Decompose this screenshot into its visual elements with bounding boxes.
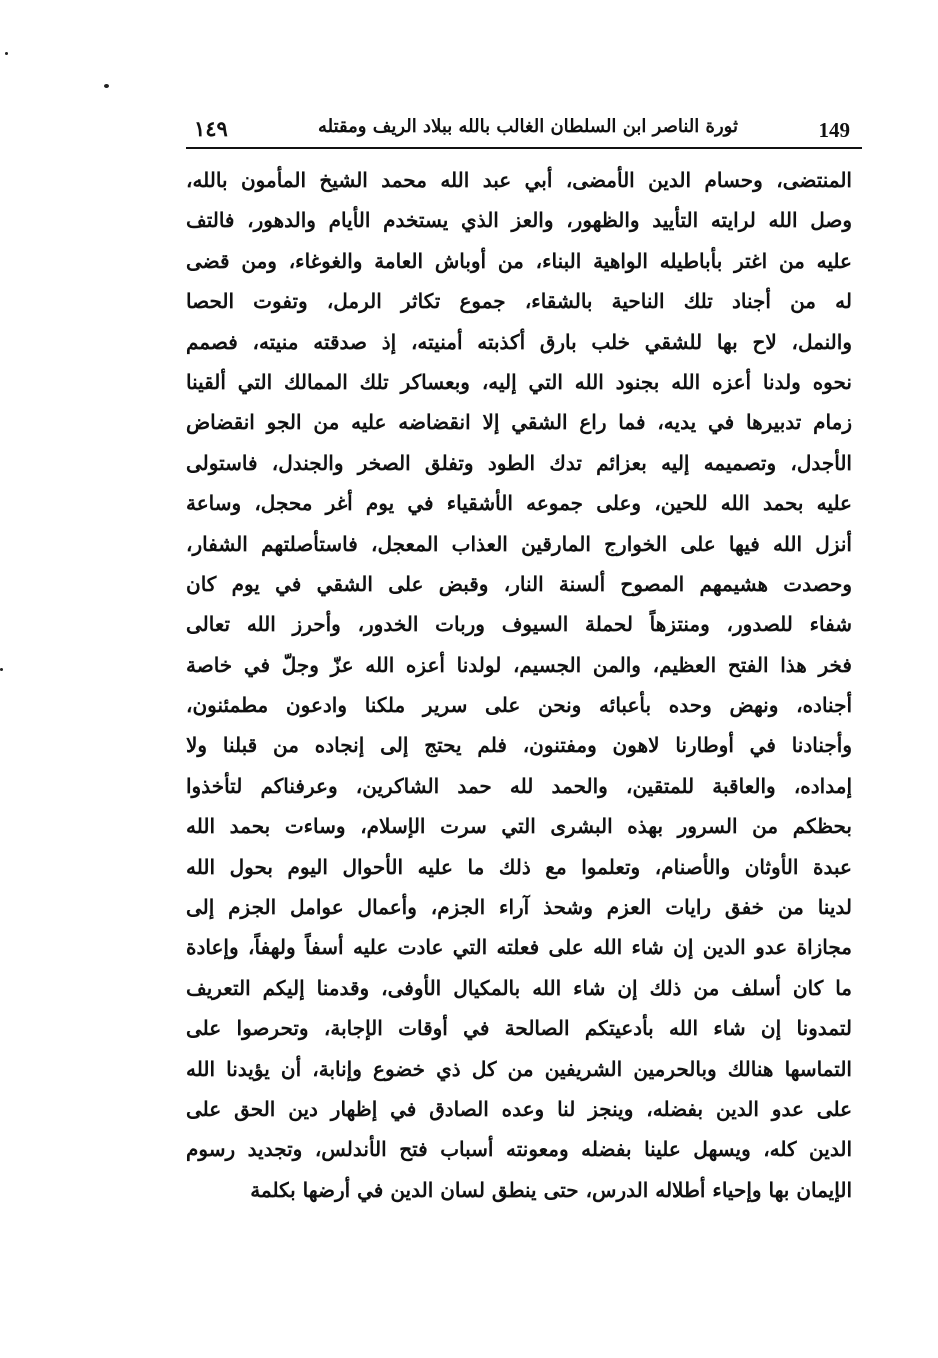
text-line: مجازاة عدو الدين إن شاء الله على فعلته التي عادت عليه أسفاً ولهفاً، وإعادة: [186, 935, 852, 960]
text-line: وأجنادنا في أوطارنا لاهون ومفتنون، فلم يحتج إلى إنجاده من قبلنا ولا: [186, 733, 852, 758]
scan-speck: [5, 52, 8, 55]
body-text: [186, 160, 852, 1210]
scan-speck: [104, 84, 109, 88]
header-rule: [186, 147, 862, 149]
page-number-western: 149: [818, 118, 850, 142]
text-line: الدين كله، ويسهل علينا بفضله ومعونته أسباب فتح الأندلس، وتجديد رسوم: [186, 1137, 852, 1162]
text-line: أنزل الله فيها على الخوارج المارقين العذاب المعجل، فاستأصلتهم الشفار،: [186, 531, 852, 556]
text-line: وحصدت هشيمهم المصوح ألسنة النار، وقبض على الشقي في يوم كان: [186, 571, 852, 596]
text-line: والنمل، لاح بها للشقي خلب بارق أكذبته أمنيته، إذ صدقته منيته، فصمم: [186, 329, 852, 354]
text-line: زمام تدبيرها في يديه، فما راع الشقي إلا انقضاضه عليه من الجو انقضاض: [186, 410, 852, 435]
page-header: [186, 110, 862, 146]
text-line: عليه من اغتر بأباطيله الواهية البناء، من أوباش العامة والغوغاء، ومن قضى: [186, 248, 852, 273]
text-line: نحوه ولدنا أعزه الله بجنود الله التي إليه، وبعساكر تلك الممالك التي ألقينا: [186, 369, 852, 394]
text-line: لدينا من خفق رايات العزم وشحذ آراء الجزم، وأعمال عوامل الجزم إلى: [186, 895, 852, 920]
text-line: عبدة الأوثان والأصنام، وتعلموا مع ذلك ما عليه الأحوال اليوم بحول الله: [186, 854, 852, 879]
text-line: وصل الله لرايته التأييد والظهور، والعز الذي يستخدم الأيام والدهور، فالتف: [186, 208, 852, 233]
text-line: لتمدونا إن شاء الله بأدعيتكم الصالحة في أوقات الإجابة، وتحرصوا على: [186, 1016, 852, 1041]
text-line: ما كان أسلف من ذلك إن شاء الله بالمكيال الأوفى، وقدمنا إليكم التعريف: [186, 975, 852, 1000]
text-line: بحظكم من السرور بهذه البشرى التي سرت الإسلام، وساءت بحمد الله: [186, 814, 852, 839]
text-line: على عدو الدين بفضله، وينجز لنا وعده الصادق في إظهار دين الحق على: [186, 1096, 852, 1121]
text-line: عليه بحمد الله للحين، وعلى جموعه الأشقياء في يوم أغر محجل، وساعة: [186, 491, 852, 516]
text-line: التماسها هنالك وبالحرمين الشريفين من كل ذي خضوع وإنابة، أن يؤيدنا الله: [186, 1056, 852, 1081]
scan-speck: [0, 668, 3, 671]
text-line: المنتضى، وحسام الدين الأمضى، أبي عبد الله محمد الشيخ المأمون بالله،: [186, 168, 852, 192]
text-line: له من أجناد تلك الناحية بالشقاء، جموع تكاثر الرمل، وتفوت الحصا: [186, 289, 852, 314]
text-line: الإيمان بها وإحياء أطلاله الدرس، حتى ينطق لسان الدين في أرضها بكلمة: [250, 1177, 852, 1202]
text-line: أجناده، ونهض وحده بأعبائه ونحن على سرير ملكنا وادعون مطمئنون،: [186, 693, 852, 718]
running-title: ثورة الناصر ابن السلطان الغالب بالله ببلاد الريف ومقتله: [317, 116, 738, 137]
text-line: شفاء للصدور، ومنتزهاً لحملة السيوف وربات الخدور، وأحرز الله تعالى: [186, 612, 852, 637]
text-line: إمداده، والعاقبة للمتقين، والحمد لله حمد الشاكرين، وعرفناكم لتأخذوا: [186, 773, 852, 798]
text-line: فخر هذا الفتح العظيم، والمن الجسيم، لولدنا أعزه الله عزّ وجلّ في خاصة: [186, 652, 852, 677]
page-number-arabic: ١٤٩: [194, 116, 228, 141]
text-line: الأجدل، وتصميمه إليه بعزائم تدك الطود وتفلق الصخر والجندل، فاستولى: [186, 450, 852, 475]
